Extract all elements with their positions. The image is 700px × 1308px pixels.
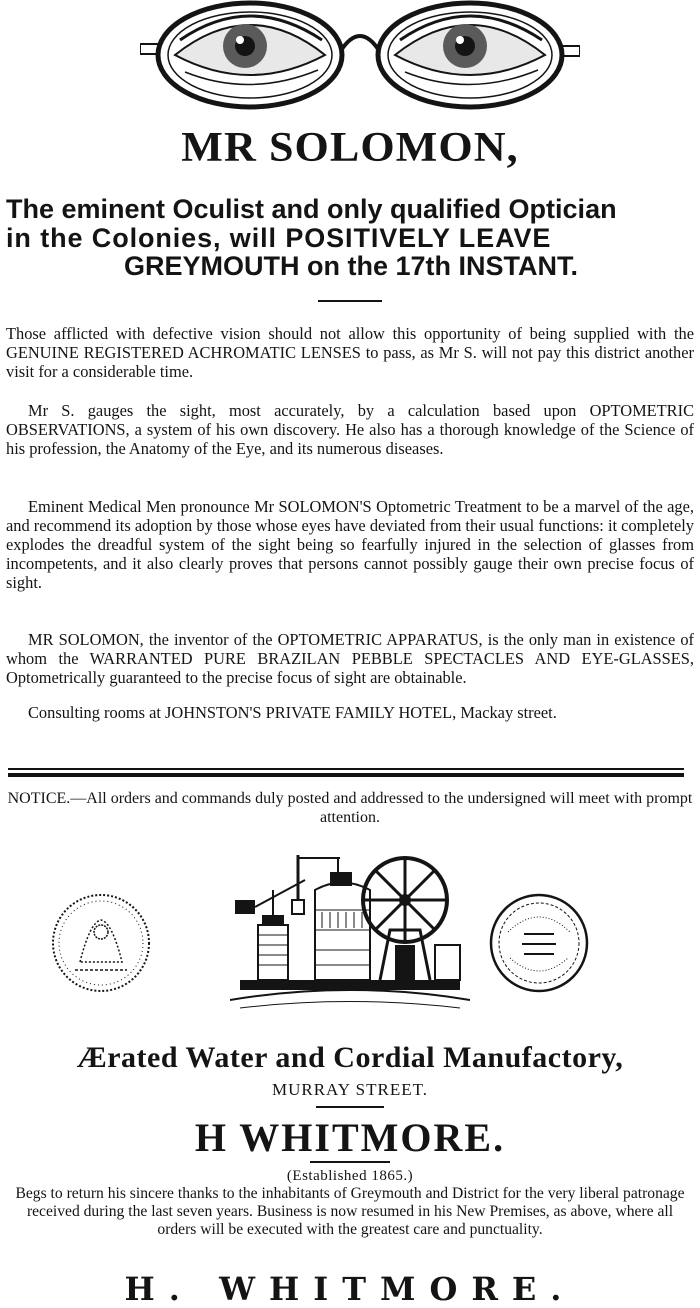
short-divider [318, 300, 382, 302]
subtitle-line-1: The eminent Oculist and only qualified Optician [6, 194, 617, 224]
proprietor-name: H WHITMORE. [194, 1115, 506, 1160]
medal-icon [488, 892, 590, 994]
short-divider [316, 1106, 384, 1108]
paragraph-4: MR SOLOMON, the inventor of the OPTOMETRIC APPARATUS, is the only man in existence of whom the WARRANTED PURE BRAZILAN PEBBLE SPECTACLES AND EYE-GLASSES, Optometrically guaranteed to the precise focus of sight are obtainable. [6, 630, 694, 687]
established-year: (Established 1865.) [286, 1168, 414, 1184]
whitmore-body-text: Begs to return his sincere thanks to the inhabitants of Greymouth and District for the very liberal patronage received during the last seven years. Business is now resumed in his New Premises, as above, where all orders will be executed with the greatest care and punctuality. [15, 1185, 685, 1238]
paragraph-2: Mr S. gauges the sight, most accurately, by a calculation based upon OPTOMETRIC OBSERVATIONS, a system of his own discovery. He also has a thorough knowledge of the Science of his profession, the Anatomy of the Eye, and its numerous diseases. [6, 401, 694, 458]
advert-title: MR SOLOMON, [181, 125, 519, 171]
subtitle-line-2: in the Colonies, will POSITIVELY LEAVE [6, 223, 552, 253]
short-divider [310, 1161, 390, 1163]
spectacles-with-eyes-icon [140, 0, 580, 118]
double-rule-top [8, 768, 684, 770]
paragraph-3: Eminent Medical Men pronounce Mr SOLOMON'S Optometric Treatment to be a marvel of the age, and recommend its adoption by those whose eyes have deviated from their usual functions: it completely explodes the dreadful system of the sight being so fearfully injured in the selection of glasses from incompetents, and it also clearly proves that persons cannot possibly gauge their own precise focus of sight. [6, 497, 694, 592]
street-name: MURRAY STREET. [271, 1080, 428, 1099]
factory-machinery-icon [230, 850, 470, 1015]
notice-text: NOTICE.—All orders and commands duly posted and addressed to the undersigned will meet with prompt attention. [7, 790, 693, 826]
medal-icon [50, 892, 152, 994]
subtitle-line-3: GREYMOUTH on the 17th INSTANT. [123, 251, 578, 281]
business-name: Ærated Water and Cordial Manufactory, [76, 1041, 624, 1074]
paragraph-5: Consulting rooms at JOHNSTON'S PRIVATE FAMILY HOTEL, Mackay street. [28, 703, 557, 722]
signature-name: H. WHITMORE. [124, 1270, 576, 1308]
double-rule-bottom [8, 773, 684, 777]
paragraph-1: Those afflicted with defective vision should not allow this opportunity of being supplied with the GENUINE REGISTERED ACHROMATIC LENSES to pass, as Mr S. will not pay this district another visit for a considerable time. [6, 324, 694, 381]
